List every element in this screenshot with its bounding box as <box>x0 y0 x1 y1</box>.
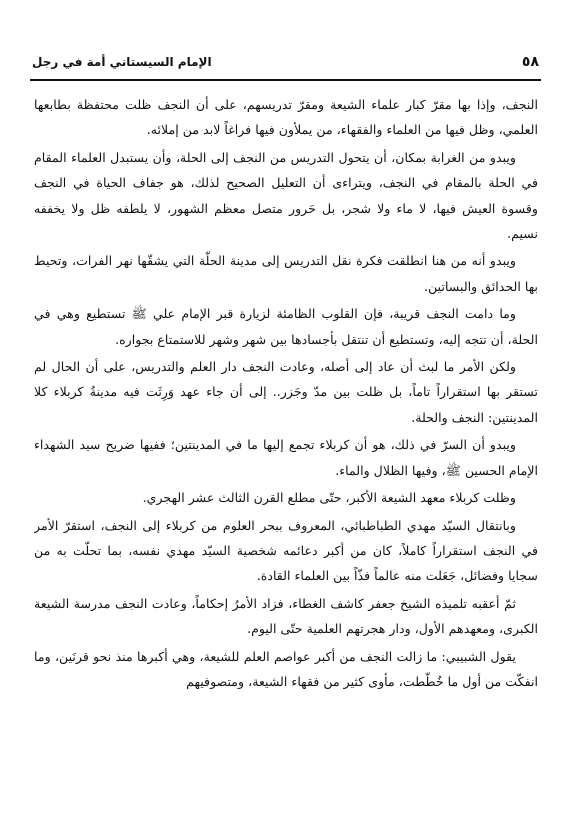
body-text <box>34 92 538 819</box>
paragraph: وما دامت النجف قريبة، فإن القلوب الظامئة لزيارة قبر الإمام علي ﷺ تستطيع وهي في الحلة، أن تتجه إليه، وتستطيع أن تنتقل بأجسادها بين شهر وشهر للاستمتاع بجواره. <box>34 306 538 347</box>
paragraph: ويبدو أنه من هنا انطلقت فكرة نقل التدريس إلى مدينة الحلّة التي يشقّها نهر الفرات، وتحيط بها الحدائق والبساتين. <box>34 253 538 294</box>
page-header <box>30 52 541 78</box>
paragraph: النجف، وإذا بها مقرّ كبار علماء الشيعة ومقرّ تدريسهم، على أن النجف ظلت محتفظة بطابعها العلمي، وظل فيها من العلماء والفقهاء، من يملأون فيها فراغاً لابد من إملائه. <box>34 97 538 138</box>
paragraph: وظلت كربلاء معهد الشيعة الأكبر، حتّى مطلع القرن الثالث عشر الهجري. <box>142 490 516 506</box>
paragraph: يقول الشبيبي: ما زالت النجف من أكبر عواصم العلم للشيعة، وهي أكبرها منذ نحو قرنَين، وما انفكّت من أول ما خُطّطت، مأوى كثير من فقهاء الشيعة، ومتصوفيهم <box>34 648 538 689</box>
header-divider <box>30 79 541 81</box>
paragraph: ثمّ أعقبه تلميذه الشيخ جعفر كاشف الغطاء، فزاد الأمرُ إحكاماً، وعادت النجف مدرسة الشيعة الكبرى، ومعهدهم الأول، ودار هجرتهم العلمية حتّى اليوم. <box>34 595 538 637</box>
page-number: ٥٨ <box>521 54 539 70</box>
paragraph: وبانتقال السيّد مهدي الطباطبائي، المعروف ببحر العلوم من كربلاء إلى النجف، استقرّ الأمر في النجف استقراراً كاملاً، كان من أكبر دعائمه شخصية السيّد مهدي نفسه، بما تحلّت به من سجايا وفضائل، جَعَلت منه عالماً فذّاً بين العلماء القادة. <box>34 517 538 584</box>
paragraph: ويبدو أن السرّ في ذلك، هو أن كربلاء تجمع إليها ما في المدينتين؛ ففيها ضريح سيد الشهداء الإمام الحسين ﷺ، وفيها الظلال والماء. <box>34 437 538 478</box>
running-title: الإمام السيستاني أمة في رجل <box>32 55 212 69</box>
paragraph: ويبدو من الغرابة بمكان، أن يتحول التدريس من النجف إلى الحلة، وأن يستبدل العلماء المقام في الحلة بالمقام في النجف، ويتراءى أن التعليل الصحيح لذلك، هو جفاف الحياة في النجف وقسوة العيش فيها، لا ماء ولا شجر، بل حَرور متصل معظم الشهور، لا يلطفه ظل ولا يخففه نسيم. <box>34 149 538 242</box>
paragraph: ولكن الأمر ما لبث أن عاد إلى أصله، وعادت النجف دار العلم والتدريس، على أن الحال لم تستقر بها استقراراً تاماً، بل ظلت بين مدّ وجَزر.. إلى أن جاء عهد وَرِثَت فيه مدينةُ كربلاء كلا المدينتين: النجف والحلة. <box>34 359 538 425</box>
